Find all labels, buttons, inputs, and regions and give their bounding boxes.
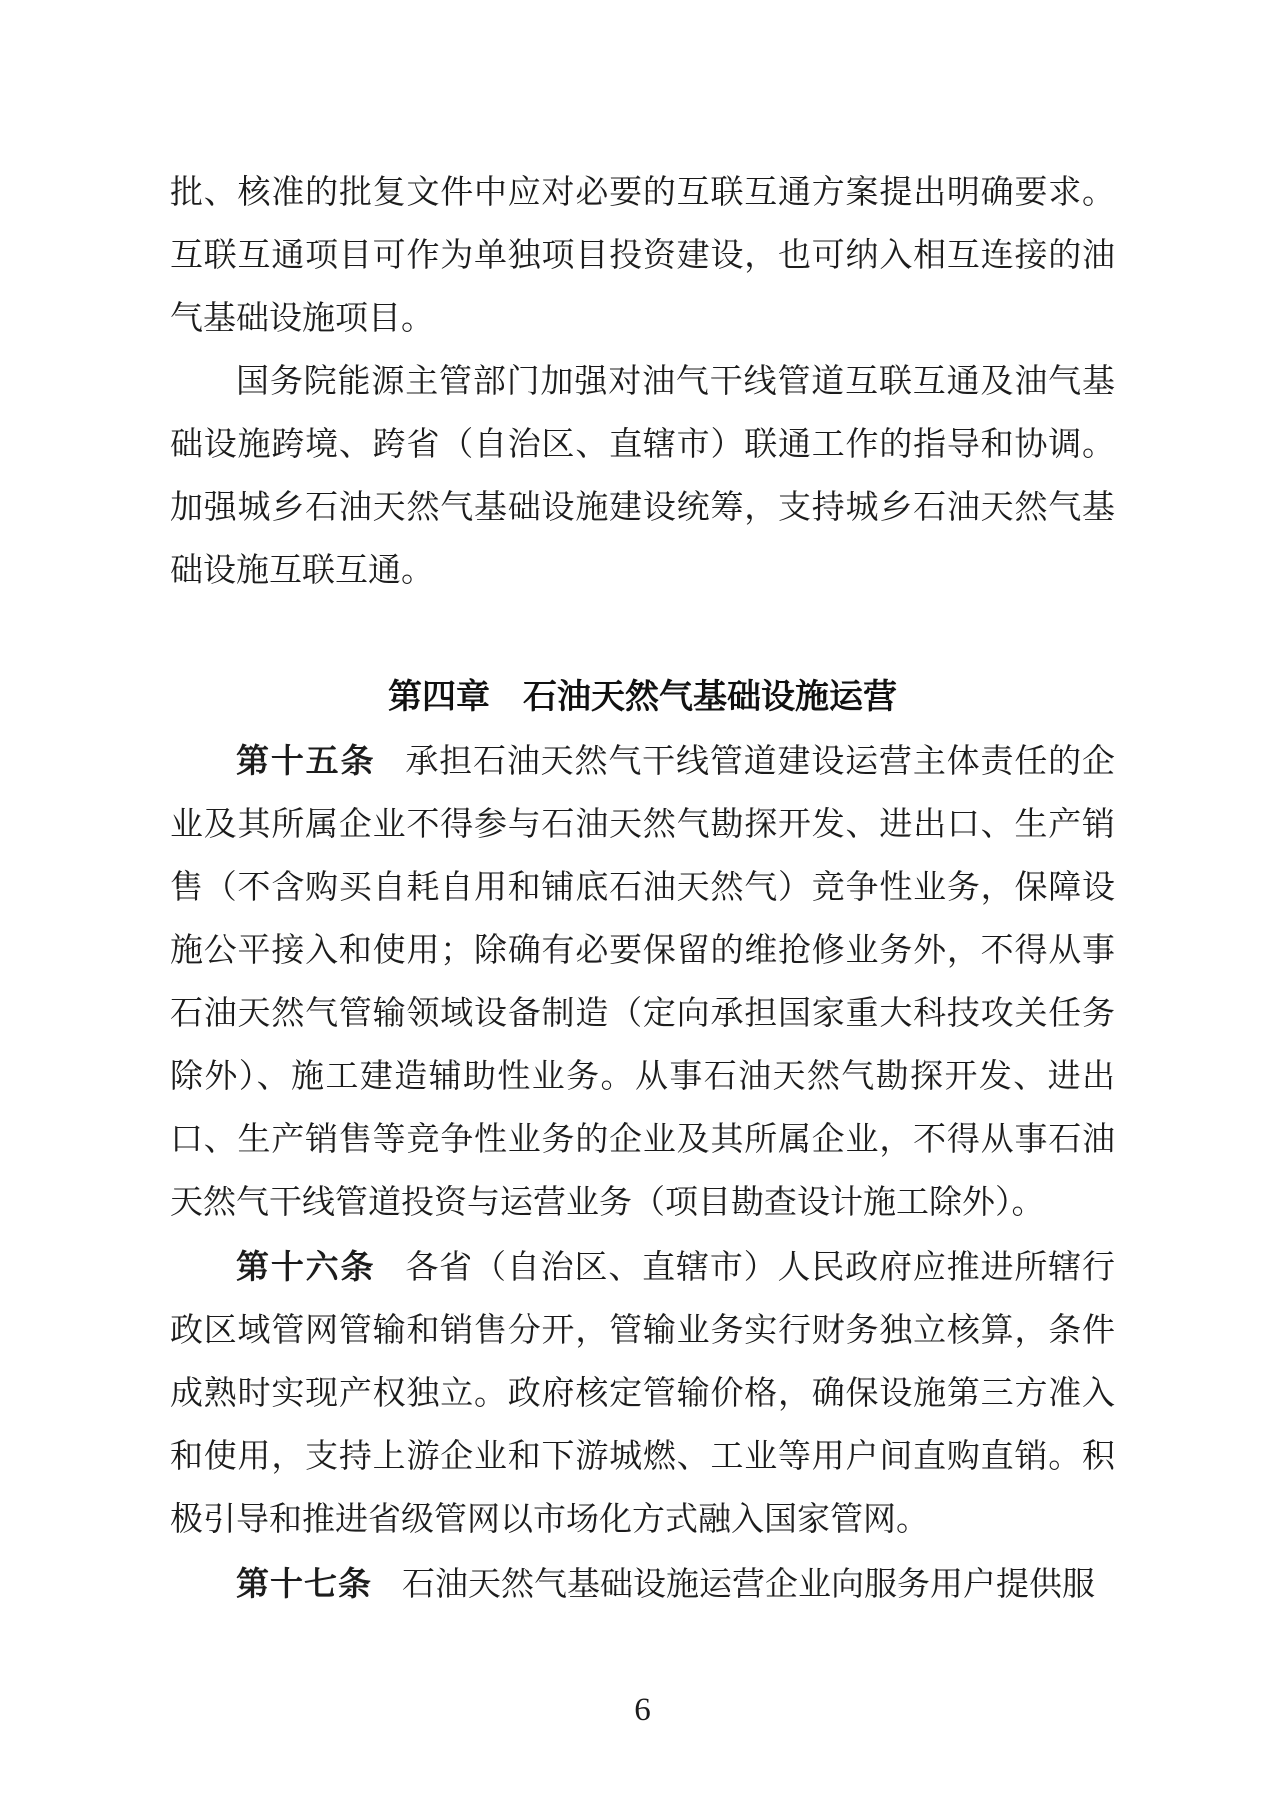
article-16-text: 各省（自治区、直辖市）人民政府应推进所辖行政区域管网管输和销售分开，管输业务实行财务独立核算，条件成熟时实现产权独立。政府核定管输价格，确保设施第三方准入和使用，支持上游企业和下游城燃、工业等用户间直购直销。积极引导和推进省级管网以市场化方式融入国家管网。	[170, 1250, 1116, 1538]
article-17-paragraph	[170, 1552, 1115, 1617]
article-16-label: 第十六条	[236, 1248, 376, 1285]
chapter-heading	[170, 666, 1115, 729]
page-number: 6	[634, 1692, 651, 1728]
article-16-paragraph	[170, 1235, 1115, 1552]
article-15-paragraph	[170, 729, 1115, 1235]
chapter-title: 石油天然气基础设施运营	[523, 678, 897, 716]
paragraph-continuation: 批、核准的批复文件中应对必要的互联互通方案提出明确要求。互联互通项目可作为单独项目投资建设，也可纳入相互连接的油气基础设施项目。	[170, 175, 1115, 337]
article-15-label: 第十五条	[236, 742, 376, 779]
chapter-number: 第四章	[388, 678, 490, 716]
paragraph-energy-authority: 国务院能源主管部门加强对油气干线管道互联互通及油气基础设施跨境、跨省（自治区、直辖市）联通工作的指导和协调。加强城乡石油天然气基础设施建设统筹，支持城乡石油天然气基础设施互联互通。	[170, 364, 1115, 589]
article-17-label: 第十七条	[236, 1565, 372, 1602]
article-17-text: 石油天然气基础设施运营企业向服务用户提供服	[402, 1567, 1095, 1603]
article-15-text: 承担石油天然气干线管道建设运营主体责任的企业及其所属企业不得参与石油天然气勘探开发、进出口、生产销售（不含购买自耗自用和铺底石油天然气）竞争性业务，保障设施公平接入和使用；除确有必要保留的维抢修业务外，不得从事石油天然气管输领域设备制造（定向承担国家重大科技攻关任务除外）、施工建造辅助性业务。从事石油天然气勘探开发、进出口、生产销售等竞争性业务的企业及其所属企业，不得从事石油天然气干线管道投资与运营业务（项目勘查设计施工除外）。	[170, 744, 1116, 1221]
